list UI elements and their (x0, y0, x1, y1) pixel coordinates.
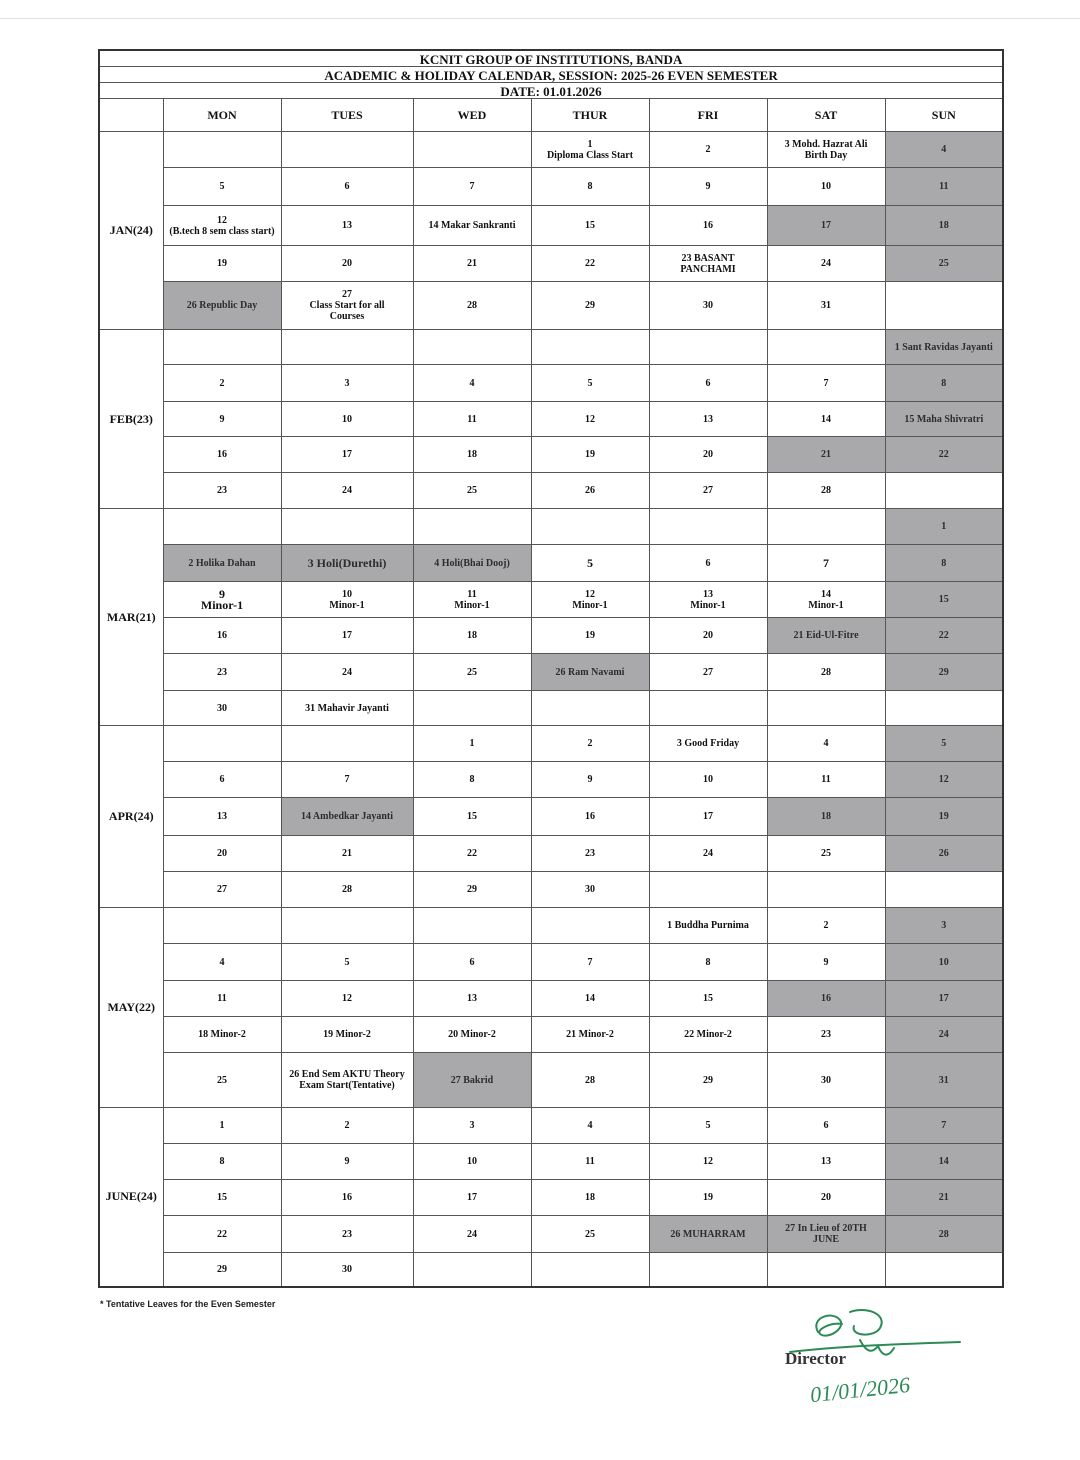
day-header-sun: SUN (885, 99, 1003, 132)
day-cell: 28 (531, 1053, 649, 1108)
holiday-cell: 29 (885, 654, 1003, 691)
day-cell: 27 (163, 872, 281, 908)
day-cell: 6 (767, 1108, 885, 1144)
holiday-cell: 26 (885, 836, 1003, 872)
holiday-cell: 27 Bakrid (413, 1053, 531, 1108)
holiday-cell: 5 (885, 726, 1003, 762)
week-row (99, 1108, 1003, 1144)
holiday-cell: 10 (885, 944, 1003, 981)
month-label: MAR(21) (99, 509, 163, 726)
day-cell: 3 Good Friday (649, 726, 767, 762)
week-row (99, 1216, 1003, 1253)
day-cell: 15 (531, 206, 649, 246)
week-row (99, 944, 1003, 981)
day-cell: 8 (413, 762, 531, 798)
day-cell: 26 End Sem AKTU Theory Exam Start(Tentative) (281, 1053, 413, 1108)
month-label: JAN(24) (99, 132, 163, 330)
day-cell (163, 509, 281, 545)
holiday-cell: 31 (885, 1053, 1003, 1108)
week-row (99, 246, 1003, 282)
holiday-cell: 11 (885, 168, 1003, 206)
day-cell (163, 132, 281, 168)
holiday-cell: 8 (885, 545, 1003, 582)
day-cell: 21 (413, 246, 531, 282)
day-cell: 18 Minor-2 (163, 1017, 281, 1053)
day-cell: 15 (649, 981, 767, 1017)
institution-name: KCNIT GROUP OF INSTITUTIONS, BANDA (99, 50, 1003, 67)
day-cell: 1 (163, 1108, 281, 1144)
day-cell: 25 (413, 654, 531, 691)
day-cell: 19 (531, 618, 649, 654)
day-cell: 14 Makar Sankranti (413, 206, 531, 246)
day-cell: 6 (649, 545, 767, 582)
day-cell: 19 (531, 437, 649, 473)
holiday-cell: 26 Republic Day (163, 282, 281, 330)
week-row (99, 473, 1003, 509)
week-row (99, 582, 1003, 618)
holiday-cell: 28 (885, 1216, 1003, 1253)
holiday-cell: 1 Sant Ravidas Jayanti (885, 330, 1003, 365)
day-cell: 11 (163, 981, 281, 1017)
day-cell: 13 (163, 798, 281, 836)
week-row (99, 981, 1003, 1017)
holiday-cell: 27 In Lieu of 20TH JUNE (767, 1216, 885, 1253)
holiday-cell: 21 (885, 1180, 1003, 1216)
week-row (99, 132, 1003, 168)
week-row (99, 654, 1003, 691)
day-cell: 21 (281, 836, 413, 872)
day-cell: 6 (649, 365, 767, 402)
day-cell (163, 908, 281, 944)
day-cell: 9 (281, 1144, 413, 1180)
day-cell: 23 (281, 1216, 413, 1253)
day-cell (413, 330, 531, 365)
week-row (99, 365, 1003, 402)
holiday-cell: 22 (885, 437, 1003, 473)
day-cell: 6 (413, 944, 531, 981)
month-label: APR(24) (99, 726, 163, 908)
week-row (99, 1253, 1003, 1287)
day-cell: 29 (531, 282, 649, 330)
day-cell: 30 (163, 691, 281, 726)
day-cell (163, 330, 281, 365)
day-cell: 2 (767, 908, 885, 944)
day-header-row (99, 99, 1003, 132)
day-cell (885, 473, 1003, 509)
day-cell: 7 (281, 762, 413, 798)
day-cell: 11 Minor-1 (413, 582, 531, 618)
day-cell: 5 (163, 168, 281, 206)
week-row (99, 836, 1003, 872)
calendar-date: DATE: 01.01.2026 (99, 83, 1003, 99)
holiday-cell: 7 (885, 1108, 1003, 1144)
day-cell (885, 691, 1003, 726)
day-cell: 13 Minor-1 (649, 582, 767, 618)
day-header-fri: FRI (649, 99, 767, 132)
day-cell: 14 (531, 981, 649, 1017)
holiday-cell: 14 (885, 1144, 1003, 1180)
day-cell: 22 (531, 246, 649, 282)
holiday-cell: 26 MUHARRAM (649, 1216, 767, 1253)
day-cell: 9 (767, 944, 885, 981)
day-cell (767, 330, 885, 365)
day-cell: 18 (413, 437, 531, 473)
day-cell: 2 (649, 132, 767, 168)
day-cell: 30 (531, 872, 649, 908)
day-cell: 12 (B.tech 8 sem class start) (163, 206, 281, 246)
day-cell: 15 (163, 1180, 281, 1216)
day-cell: 26 (531, 473, 649, 509)
holiday-cell: 3 (885, 908, 1003, 944)
day-cell (281, 509, 413, 545)
day-cell (767, 1253, 885, 1287)
week-row (99, 1180, 1003, 1216)
day-cell: 17 (413, 1180, 531, 1216)
day-cell: 13 (281, 206, 413, 246)
day-cell: 28 (767, 473, 885, 509)
week-row (99, 402, 1003, 437)
day-cell (649, 1253, 767, 1287)
day-cell (531, 1253, 649, 1287)
week-row (99, 908, 1003, 944)
day-cell: 24 (281, 654, 413, 691)
week-row (99, 1053, 1003, 1108)
week-row (99, 872, 1003, 908)
day-cell: 16 (281, 1180, 413, 1216)
day-cell: 4 (531, 1108, 649, 1144)
day-cell: 25 (531, 1216, 649, 1253)
day-cell: 12 Minor-1 (531, 582, 649, 618)
day-cell (649, 872, 767, 908)
day-cell (767, 872, 885, 908)
academic-calendar-table (98, 49, 1004, 1288)
week-row (99, 1144, 1003, 1180)
day-cell: 4 (413, 365, 531, 402)
day-cell: 22 (163, 1216, 281, 1253)
day-cell: 29 (163, 1253, 281, 1287)
holiday-cell: 17 (767, 206, 885, 246)
day-cell: 4 (163, 944, 281, 981)
day-cell: 25 (413, 473, 531, 509)
day-cell: 20 (649, 618, 767, 654)
day-cell (531, 509, 649, 545)
calendar-title: ACADEMIC & HOLIDAY CALENDAR, SESSION: 2025-26 EVEN SEMESTER (99, 67, 1003, 83)
day-cell: 30 (767, 1053, 885, 1108)
day-cell: 12 (531, 402, 649, 437)
day-cell (649, 330, 767, 365)
day-cell (531, 691, 649, 726)
day-cell: 11 (767, 762, 885, 798)
day-cell: 5 (531, 545, 649, 582)
day-cell: 9 (531, 762, 649, 798)
holiday-cell: 1 (885, 509, 1003, 545)
day-header-tues: TUES (281, 99, 413, 132)
day-cell (413, 132, 531, 168)
day-cell: 31 (767, 282, 885, 330)
day-cell: 6 (281, 168, 413, 206)
month-label: FEB(23) (99, 330, 163, 509)
day-cell: 18 (531, 1180, 649, 1216)
day-cell: 30 (649, 282, 767, 330)
day-cell: 14 (767, 402, 885, 437)
holiday-cell: 16 (767, 981, 885, 1017)
day-cell (163, 726, 281, 762)
director-label: Director (785, 1349, 847, 1368)
handwritten-date: 01/01/2026 (808, 1371, 912, 1408)
day-cell: 2 (163, 365, 281, 402)
day-cell: 20 (281, 246, 413, 282)
day-cell: 4 (767, 726, 885, 762)
day-cell: 8 (649, 944, 767, 981)
day-cell (649, 509, 767, 545)
day-cell: 17 (281, 437, 413, 473)
day-cell: 28 (413, 282, 531, 330)
holiday-cell: 25 (885, 246, 1003, 282)
week-row (99, 762, 1003, 798)
day-cell: 24 (767, 246, 885, 282)
day-cell: 23 (767, 1017, 885, 1053)
day-cell: 7 (531, 944, 649, 981)
day-cell: 19 (649, 1180, 767, 1216)
day-cell: 23 (163, 473, 281, 509)
day-cell: 5 (649, 1108, 767, 1144)
holiday-cell: 21 Eid-Ul-Fitre (767, 618, 885, 654)
day-cell: 25 (767, 836, 885, 872)
day-cell: 23 (163, 654, 281, 691)
week-row (99, 282, 1003, 330)
day-cell: 11 (413, 402, 531, 437)
day-cell: 15 (413, 798, 531, 836)
day-cell: 16 (163, 618, 281, 654)
holiday-cell: 26 Ram Navami (531, 654, 649, 691)
day-cell: 7 (413, 168, 531, 206)
day-cell: 5 (531, 365, 649, 402)
day-cell (531, 330, 649, 365)
day-cell: 13 (413, 981, 531, 1017)
day-cell: 21 Minor-2 (531, 1017, 649, 1053)
day-cell: 19 (163, 246, 281, 282)
day-cell: 12 (649, 1144, 767, 1180)
day-cell: 29 (649, 1053, 767, 1108)
day-cell: 1 Buddha Purnima (649, 908, 767, 944)
week-row (99, 691, 1003, 726)
week-row (99, 168, 1003, 206)
day-cell: 8 (531, 168, 649, 206)
day-cell (767, 691, 885, 726)
day-cell: 27 (649, 654, 767, 691)
scan-edge-line (0, 18, 1080, 19)
day-cell: 7 (767, 545, 885, 582)
month-column-header (99, 99, 163, 132)
day-cell: 13 (649, 402, 767, 437)
day-cell: 9 (163, 402, 281, 437)
day-cell: 16 (649, 206, 767, 246)
day-cell: 28 (281, 872, 413, 908)
day-cell: 16 (163, 437, 281, 473)
day-cell: 24 (281, 473, 413, 509)
holiday-cell: 4 (885, 132, 1003, 168)
week-row (99, 206, 1003, 246)
day-cell (767, 509, 885, 545)
day-cell: 25 (163, 1053, 281, 1108)
holiday-cell: 18 (885, 206, 1003, 246)
day-cell: 19 Minor-2 (281, 1017, 413, 1053)
day-cell (413, 908, 531, 944)
day-cell: 1 (413, 726, 531, 762)
holiday-cell: 12 (885, 762, 1003, 798)
day-cell: 24 (413, 1216, 531, 1253)
day-cell (531, 908, 649, 944)
day-cell: 14 Minor-1 (767, 582, 885, 618)
day-cell: 3 (281, 365, 413, 402)
day-cell: 10 (767, 168, 885, 206)
holiday-cell: 17 (885, 981, 1003, 1017)
day-cell: 20 (163, 836, 281, 872)
holiday-cell: 15 Maha Shivratri (885, 402, 1003, 437)
day-cell (413, 691, 531, 726)
day-cell (281, 908, 413, 944)
day-cell: 28 (767, 654, 885, 691)
day-cell: 13 (767, 1144, 885, 1180)
day-cell (413, 1253, 531, 1287)
week-row (99, 618, 1003, 654)
day-cell: 20 (649, 437, 767, 473)
day-cell: 31 Mahavir Jayanti (281, 691, 413, 726)
holiday-cell: 3 Holi(Durethi) (281, 545, 413, 582)
day-cell: 23 (531, 836, 649, 872)
day-cell: 3 Mohd. Hazrat Ali Birth Day (767, 132, 885, 168)
week-row (99, 509, 1003, 545)
day-cell: 10 Minor-1 (281, 582, 413, 618)
day-cell: 12 (281, 981, 413, 1017)
day-cell: 7 (767, 365, 885, 402)
day-cell (281, 726, 413, 762)
day-cell (281, 330, 413, 365)
day-cell (281, 132, 413, 168)
holiday-cell: 24 (885, 1017, 1003, 1053)
day-cell: 9 Minor-1 (163, 582, 281, 618)
tentative-leaves-footnote: * Tentative Leaves for the Even Semester (100, 1299, 276, 1309)
day-cell: 20 Minor-2 (413, 1017, 531, 1053)
holiday-cell: 15 (885, 582, 1003, 618)
day-cell: 2 (531, 726, 649, 762)
day-cell: 30 (281, 1253, 413, 1287)
holiday-cell: 22 (885, 618, 1003, 654)
day-cell: 1 Diploma Class Start (531, 132, 649, 168)
holiday-cell: 19 (885, 798, 1003, 836)
day-cell: 22 (413, 836, 531, 872)
week-row (99, 726, 1003, 762)
day-cell: 18 (413, 618, 531, 654)
day-cell: 3 (413, 1108, 531, 1144)
day-cell: 17 (281, 618, 413, 654)
day-cell: 10 (649, 762, 767, 798)
holiday-cell: 14 Ambedkar Jayanti (281, 798, 413, 836)
day-cell: 22 Minor-2 (649, 1017, 767, 1053)
day-cell (649, 691, 767, 726)
day-cell (885, 872, 1003, 908)
day-cell (413, 509, 531, 545)
day-cell (885, 1253, 1003, 1287)
day-cell: 2 (281, 1108, 413, 1144)
day-cell: 24 (649, 836, 767, 872)
day-cell: 16 (531, 798, 649, 836)
week-row (99, 1017, 1003, 1053)
week-row (99, 798, 1003, 836)
day-cell (885, 282, 1003, 330)
day-cell: 20 (767, 1180, 885, 1216)
day-cell: 9 (649, 168, 767, 206)
day-cell: 17 (649, 798, 767, 836)
day-header-sat: SAT (767, 99, 885, 132)
month-label: JUNE(24) (99, 1108, 163, 1287)
week-row (99, 330, 1003, 365)
day-cell: 11 (531, 1144, 649, 1180)
day-header-mon: MON (163, 99, 281, 132)
holiday-cell: 18 (767, 798, 885, 836)
day-header-wed: WED (413, 99, 531, 132)
holiday-cell: 8 (885, 365, 1003, 402)
day-cell: 27 Class Start for all Courses (281, 282, 413, 330)
day-cell: 8 (163, 1144, 281, 1180)
holiday-cell: 4 Holi(Bhai Dooj) (413, 545, 531, 582)
day-header-thur: THUR (531, 99, 649, 132)
month-label: MAY(22) (99, 908, 163, 1108)
day-cell: 23 BASANT PANCHAMI (649, 246, 767, 282)
day-cell: 6 (163, 762, 281, 798)
holiday-cell: 21 (767, 437, 885, 473)
week-row (99, 545, 1003, 582)
day-cell: 10 (281, 402, 413, 437)
day-cell: 27 (649, 473, 767, 509)
day-cell: 5 (281, 944, 413, 981)
day-cell: 29 (413, 872, 531, 908)
day-cell: 10 (413, 1144, 531, 1180)
week-row (99, 437, 1003, 473)
holiday-cell: 2 Holika Dahan (163, 545, 281, 582)
